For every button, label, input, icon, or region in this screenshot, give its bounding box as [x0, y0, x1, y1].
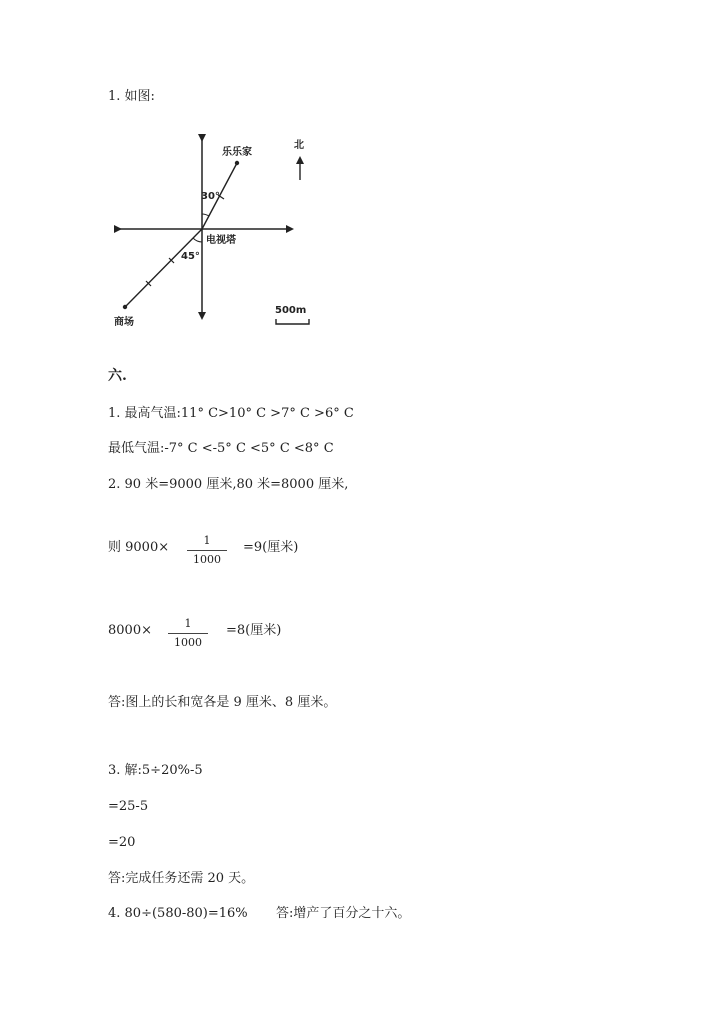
lelejia-point: [235, 161, 239, 165]
conversion-line: 2. 90 米=9000 厘米,80 米=8000 厘米,: [108, 477, 349, 492]
angle-30-arc: [202, 214, 209, 216]
calc-1-fraction: [187, 534, 227, 567]
low-temperature-line: 最低气温:-7° C <-5° C <5° C <8° C: [108, 441, 334, 456]
label-lelejia: 乐乐家: [222, 147, 252, 158]
label-tower: 电视塔: [206, 235, 236, 246]
angle-45-arc: [193, 238, 202, 242]
line-to-mall: [125, 229, 202, 307]
section-6-heading: 六.: [108, 368, 127, 384]
question-4-line: 4. 80÷(580-80)=16%: [108, 906, 248, 921]
question-3-line-3: =20: [108, 835, 136, 850]
calc-1-fraction-bar: [187, 550, 227, 551]
calc-1-numerator: 1: [203, 534, 211, 547]
calc-2-denominator: 1000: [174, 636, 202, 649]
direction-diagram: [108, 128, 333, 333]
calc-2-fraction-bar: [168, 633, 208, 634]
calc-2-prefix: 8000×: [108, 623, 152, 638]
question-3-answer: 答:完成任务还需 20 天。: [108, 871, 255, 886]
question-1-intro: 1. 如图:: [108, 89, 155, 104]
question-3-line-2: =25-5: [108, 799, 149, 814]
calc-1-prefix: 则 9000×: [108, 540, 170, 555]
calc-2-numerator: 1: [184, 617, 192, 630]
question-3-line-1: 3. 解:5÷20%-5: [108, 763, 203, 778]
calc-2-suffix: =8(厘米): [226, 623, 282, 638]
question-4-answer: 答:增产了百分之十六。: [276, 906, 411, 921]
label-scale: 500m: [275, 305, 307, 316]
mall-point: [123, 305, 127, 309]
scale-bar: [276, 319, 309, 324]
label-angle-30: 30°: [201, 191, 220, 202]
calc-2-fraction: [168, 617, 208, 650]
label-mall: 商场: [114, 317, 134, 328]
label-north: 北: [294, 140, 304, 151]
label-angle-45: 45°: [181, 251, 200, 262]
calc-1-denominator: 1000: [193, 553, 221, 566]
answer-2: 答:图上的长和宽各是 9 厘米、8 厘米。: [108, 695, 337, 710]
high-temperature-line: 1. 最高气温:11° C>10° C >7° C >6° C: [108, 406, 354, 421]
calc-1-suffix: =9(厘米): [243, 540, 299, 555]
